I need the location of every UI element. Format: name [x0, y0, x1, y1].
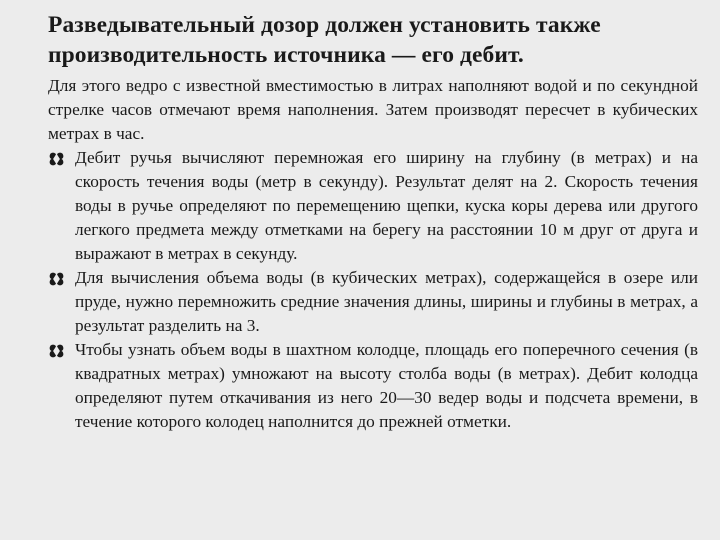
diamond-bullet-icon: [49, 272, 64, 286]
bullet-item: [48, 146, 698, 266]
diamond-bullet-icon: [49, 152, 64, 166]
slide-title: Разведывательный дозор должен установить также производительность источника — его дебит.: [48, 12, 601, 68]
bullet-text: Дебит ручья вычисляют перемножая его ширину на глубину (в метрах) и на скорость течения воды (метр в секунду). Результат делят на 2. Скорость течения воды в ручье определяют по перемещению щепки, куска коры дерева или другого легкого предмета между отметками на берегу на расстоянии 10 м друг от друга и выражают в метрах в секунду.: [75, 148, 698, 263]
intro-paragraph: Для этого ведро с известной вместимостью в литрах наполняют водой и по секундной стрелке часов отмечают время наполнения. Затем производят пересчет в кубических метрах в час.: [48, 76, 698, 143]
diamond-bullet-icon: [49, 344, 64, 358]
bullet-text: Чтобы узнать объем воды в шахтном колодце, площадь его поперечного сечения (в квадратных метрах) умножают на высоту столба воды (в метрах). Дебит колодца определяют путем откачивания из него 20—30 ведер воды и подсчета времени, в течение которого колодец наполнится до прежней отметки.: [75, 340, 698, 431]
bullet-text: Для вычисления объема воды (в кубических метрах), содержащейся в озере или пруде, нужно перемножить средние значения длины, ширины и глубины в метрах, а результат разделить на 3.: [75, 268, 698, 335]
bullet-list: [48, 146, 698, 434]
bullet-item: [48, 338, 698, 434]
bullet-item: [48, 266, 698, 338]
slide-content: [48, 10, 698, 434]
